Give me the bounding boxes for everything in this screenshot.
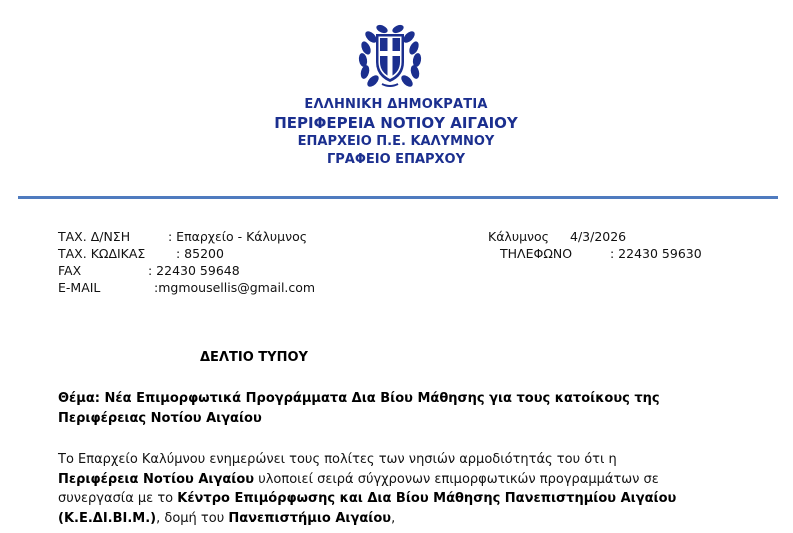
- fax-value: : 22430 59648: [148, 263, 240, 278]
- body-line-2-rest: υλοποιεί σειρά σύγχρονων επιμορφωτικών προγραμμάτων σε: [254, 471, 659, 487]
- body-line-3-start: συνεργασία με το: [58, 491, 178, 506]
- subject-line-1: Θέμα: Νέα Επιμορφωτικά Προγράμματα Δια Βίου Μάθησης για τους κατοίκους της: [58, 391, 660, 406]
- body-line-1: Το Επαρχείο Καλύμνου ενημερώνει τους πολίτες των νησιών αρμοδιότητάς του ότι η: [58, 452, 617, 467]
- center-acronym: (Κ.Ε.ΔΙ.ΒΙ.Μ.): [58, 510, 157, 526]
- header-office: ΓΡΑΦΕΙΟ ΕΠΑΡΧΟΥ: [326, 152, 466, 167]
- center-name: Κέντρο Επιμόρφωσης και Δια Βίου Μάθησης Πανεπιστημίου Αιγαίου: [177, 491, 677, 506]
- university-name: Πανεπιστήμιο Αιγαίου: [228, 510, 392, 526]
- issuer-header: [200, 96, 592, 169]
- address-value: : Επαρχείο - Κάλυμνος: [168, 229, 308, 244]
- date: 4/3/2026: [570, 229, 627, 244]
- subject-block: [58, 389, 738, 429]
- body-line-4: [58, 509, 758, 529]
- region-name: Περιφέρεια Νοτίου Αιγαίου: [58, 471, 255, 487]
- header-divider: [18, 196, 778, 199]
- body-line-3: [58, 489, 758, 509]
- fax-label: FAX: [58, 263, 82, 278]
- zip-value: : 85200: [176, 246, 224, 261]
- email-value: :mgmousellis@gmail.com: [154, 280, 316, 295]
- zip-label: ΤΑΧ. ΚΩΔΙΚΑΣ: [58, 246, 146, 261]
- body-line-4-end: ,: [391, 510, 396, 526]
- email-label: E-MAIL: [58, 280, 101, 295]
- phone-label: ΤΗΛΕΦΩΝΟ: [500, 246, 573, 261]
- subject-line-2: Περιφέρειας Νοτίου Αιγαίου: [58, 411, 262, 426]
- place: Κάλυμνος: [488, 229, 549, 244]
- header-region: ΠΕΡΙΦΕΡΕΙΑ ΝΟΤΙΟΥ ΑΙΓΑΙΟΥ: [274, 114, 518, 132]
- header-prefecture-office: ΕΠΑΡΧΕΙΟ Π.Ε. ΚΑΛΥΜΝΟΥ: [297, 134, 495, 149]
- body-paragraph: [58, 450, 758, 528]
- press-release-title: ΔΕΛΤΙΟ ΤΥΠΟΥ: [200, 350, 308, 365]
- body-line-2: [58, 470, 758, 490]
- phone-value: : 22430 59630: [610, 246, 702, 261]
- header-republic: ΕΛΛΗΝΙΚΗ ΔΗΜΟΚΡΑΤΙΑ: [304, 97, 488, 112]
- greek-coat-of-arms-icon: [356, 18, 424, 90]
- body-line-4-mid: , δομή του: [156, 510, 229, 526]
- address-label: ΤΑΧ. Δ/ΝΣΗ: [58, 229, 131, 244]
